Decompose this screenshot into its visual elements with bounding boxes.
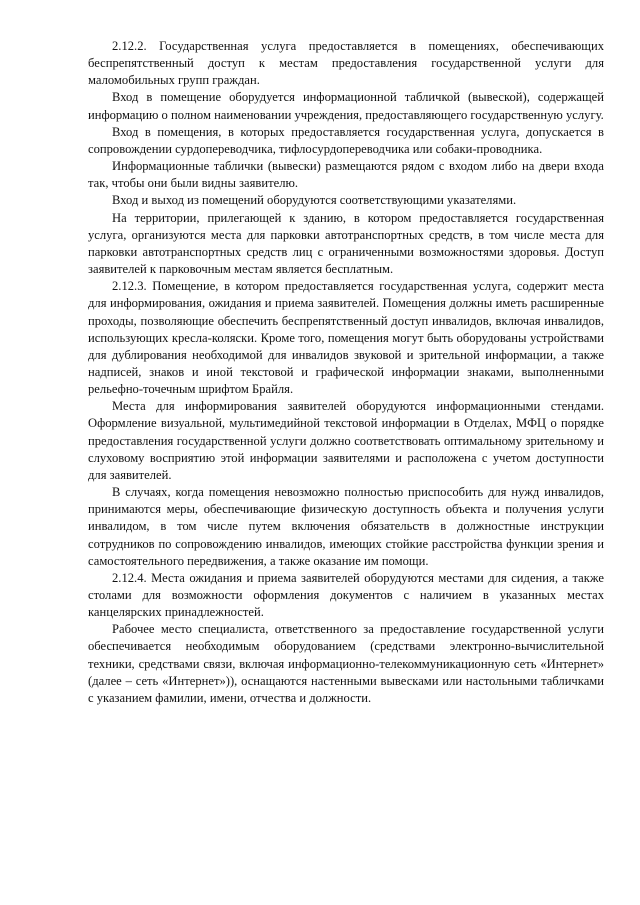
document-page [88,38,604,707]
paragraph-information-stands: Места для информирования заявителей оборудуются информационными стендами. Оформление визуальной, мультимедийной текстовой информации в Отделах, МФЦ о порядке предоставления государственной услуги должно соответствовать оптимальному зрительному и слуховому восприятию этой информации заявителями и расположена с учетом доступности для заявителей. [88,399,604,482]
paragraph-parking: На территории, прилегающей к зданию, в котором предоставляется государственная услуга, организуются места для парковки автотранспортных средств, в том числе места для парковки автотранспортных средств лиц с ограниченными возможностями здоровья. Доступ заявителей к парковочным местам является бесплатным. [88,210,604,277]
paragraph-disabled-accommodation: В случаях, когда помещения невозможно полностью приспособить для нужд инвалидов, принимаются меры, обеспечивающие физическую доступность объекта и получения услуги инвалидом, в том числе путем включения обязательств в должностные инструкции сотрудников по сопровождению инвалидов, имеющих стойкие расстройства функции зрения и самостоятельного передвижения, а также оказание им помощи. [88,485,604,568]
paragraph-2-12-4-waiting-areas: 2.12.4. Места ожидания и приема заявителей оборудуются местами для сидения, а также столами для возможности оформления документов с наличием в указанных местах канцелярских принадлежностей. [88,570,604,620]
paragraph-sign-placement: Информационные таблички (вывески) размещаются рядом с входом либо на двери входа так, чтобы они были видны заявителю. [88,159,604,191]
paragraph-2-12-2-accessibility: 2.12.2. Государственная услуга предоставляется в помещениях, обеспечивающих беспрепятственный доступ к местам предоставления государственной услуги для маломобильных групп граждан. [88,39,604,88]
paragraph-entrance-sign: Вход в помещение оборудуется информационной табличкой (вывеской), содержащей информацию о полном наименовании учреждения, предоставляющего государственную услугу. [88,90,604,122]
paragraph-specialist-workplace: Рабочее место специалиста, ответственного за предоставление государственной услуги обеспечивается необходимым оборудованием (средствами электронно-вычислительной техники, средствами связи, включая информационно-телекоммуникационную сеть «Интернет» (далее – сеть «Интернет»)), оснащаются настенными вывесками или настольными табличками с указанием фамилии, имени, отчества и должности. [88,622,604,705]
paragraph-escort-admission: Вход в помещения, в которых предоставляется государственная услуга, допускается в сопровождении сурдопереводчика, тифлосурдопереводчика или собаки-проводника. [88,124,604,156]
paragraph-entrance-exit-signs: Вход и выход из помещений оборудуются соответствующими указателями. [112,193,517,208]
paragraph-2-12-3-premises: 2.12.3. Помещение, в котором предоставляется государственная услуга, содержит места для информирования, ожидания и приема заявителей. Помещения должны иметь расширенные проходы, позволяющие обеспечить беспрепятственный доступ инвалидов, включая инвалидов, использующих кресла-коляски. Кроме того, помещения могут быть оборудованы устройствами для дублирования необходимой для инвалидов звуковой и зрительной информации, а также надписей, знаков и иной текстовой и графической информации знаками, выполненными рельефно-точечным шрифтом Брайля. [88,279,604,397]
